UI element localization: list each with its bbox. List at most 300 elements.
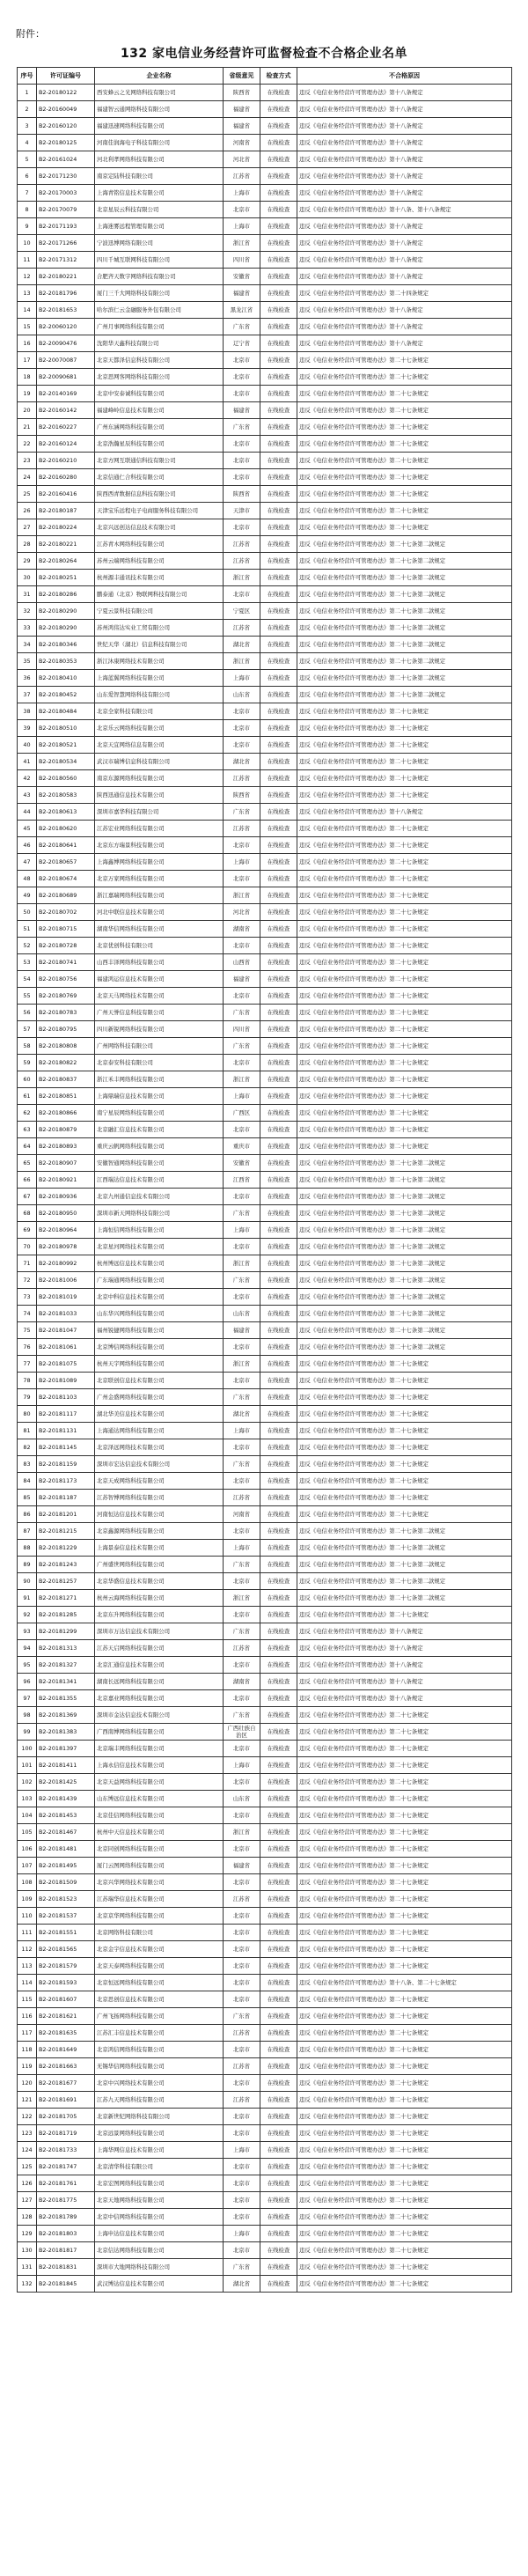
license-number: B2-20181075 <box>37 1356 95 1373</box>
province: 北京市 <box>224 871 260 887</box>
company-name: 北京天泰网络科技有限公司 <box>95 1958 224 1975</box>
province: 广东省 <box>224 1272 260 1289</box>
province: 江苏省 <box>224 1490 260 1506</box>
row-index: 92 <box>18 1607 37 1623</box>
province: 北京市 <box>224 837 260 854</box>
company-name: 广州天誉信息科技有限公司 <box>95 1005 224 1021</box>
license-number: B2-20170003 <box>37 185 95 202</box>
province: 北京市 <box>224 1807 260 1824</box>
failure-reason: 违反《电信业务经营许可管理办法》第二十七条第二款规定 <box>297 1557 512 1573</box>
company-name: 上海恒信网络科技有限公司 <box>95 1222 224 1239</box>
company-name: 北京宏图网络科技有限公司 <box>95 2175 224 2192</box>
inspection-method: 在线检查 <box>260 2259 297 2276</box>
failure-reason: 违反《电信业务经营许可管理办法》第二十七条规定 <box>297 453 512 469</box>
province: 北京市 <box>224 1523 260 1540</box>
province: 浙江省 <box>224 887 260 904</box>
inspection-method: 在线检查 <box>260 1406 297 1423</box>
province: 北京市 <box>224 2192 260 2209</box>
company-name: 广州盛世网络科技有限公司 <box>95 1557 224 1573</box>
row-index: 105 <box>18 1824 37 1841</box>
province: 北京市 <box>224 737 260 754</box>
company-name: 北京佳信网络科技有限公司 <box>95 1807 224 1824</box>
inspection-method: 在线检查 <box>260 352 297 369</box>
company-name: 北京网络科技有限公司 <box>95 1925 224 1941</box>
license-number: B2-20180224 <box>37 519 95 536</box>
row-index: 22 <box>18 436 37 453</box>
failure-reason: 违反《电信业务经营许可管理办法》第二十七条规定 <box>297 1456 512 1473</box>
row-index: 127 <box>18 2192 37 2209</box>
row-index: 130 <box>18 2242 37 2259</box>
license-number: B2-20160142 <box>37 402 95 419</box>
license-number: B2-20181089 <box>37 1373 95 1389</box>
failure-reason: 违反《电信业务经营许可管理办法》第二十七条规定 <box>297 1858 512 1874</box>
province: 湖北省 <box>224 637 260 653</box>
license-number: B2-20180674 <box>37 871 95 887</box>
table-row <box>18 436 512 453</box>
province: 北京市 <box>224 1055 260 1071</box>
company-name: 江苏青木网络科技有限公司 <box>95 536 224 553</box>
company-name: 无锡华信网络科技有限公司 <box>95 2058 224 2075</box>
province: 上海市 <box>224 185 260 202</box>
inspection-method: 在线检查 <box>260 1038 297 1055</box>
company-name: 山东华兴网络科技有限公司 <box>95 1306 224 1322</box>
table-row <box>18 1858 512 1874</box>
row-index: 13 <box>18 285 37 302</box>
province: 陕西省 <box>224 486 260 503</box>
company-name: 北京兴远创达信息技术有限公司 <box>95 519 224 536</box>
license-number: B2-20181383 <box>37 1724 95 1741</box>
failure-reason: 违反《电信业务经营许可管理办法》第二十七条规定 <box>297 971 512 988</box>
province: 北京市 <box>224 2075 260 2092</box>
row-index: 86 <box>18 1506 37 1523</box>
company-name: 北京泰安科技有限公司 <box>95 1055 224 1071</box>
license-number: B2-20180484 <box>37 703 95 720</box>
province: 江苏省 <box>224 2058 260 2075</box>
row-index: 68 <box>18 1205 37 1222</box>
failure-reason: 违反《电信业务经营许可管理办法》第二十七条规定 <box>297 1807 512 1824</box>
province: 浙江省 <box>224 570 260 586</box>
row-index: 57 <box>18 1021 37 1038</box>
failure-reason: 违反《电信业务经营许可管理办法》第十八条规定 <box>297 319 512 335</box>
inspection-method: 在线检查 <box>260 871 297 887</box>
row-index: 26 <box>18 503 37 519</box>
row-index: 41 <box>18 754 37 770</box>
table-row <box>18 1272 512 1289</box>
province: 江苏省 <box>224 2092 260 2109</box>
failure-reason: 违反《电信业务经营许可管理办法》第二十七条规定 <box>297 1724 512 1741</box>
inspection-method: 在线检查 <box>260 787 297 804</box>
inspection-method: 在线检查 <box>260 101 297 118</box>
province: 辽宁省 <box>224 335 260 352</box>
inspection-method: 在线检查 <box>260 1339 297 1356</box>
row-index: 32 <box>18 603 37 620</box>
inspection-method: 在线检查 <box>260 269 297 285</box>
company-name: 宁夏云景科技有限公司 <box>95 603 224 620</box>
inspection-method: 在线检查 <box>260 1155 297 1172</box>
failure-reason: 违反《电信业务经营许可管理办法》第二十七条规定 <box>297 419 512 436</box>
failure-reason: 违反《电信业务经营许可管理办法》第二十七条规定 <box>297 1891 512 1908</box>
row-index: 9 <box>18 218 37 235</box>
row-index: 94 <box>18 1640 37 1657</box>
row-index: 95 <box>18 1657 37 1674</box>
company-name: 北京清华科技有限公司 <box>95 2159 224 2175</box>
failure-reason: 违反《电信业务经营许可管理办法》第二十七条规定 <box>297 2276 512 2293</box>
company-name: 杭州天宇网络科技有限公司 <box>95 1356 224 1373</box>
table-row <box>18 1005 512 1021</box>
row-index: 35 <box>18 653 37 670</box>
province: 上海市 <box>224 670 260 687</box>
license-number: B2-20070087 <box>37 352 95 369</box>
province: 福建省 <box>224 118 260 135</box>
failure-reason: 违反《电信业务经营许可管理办法》第二十七条规定 <box>297 887 512 904</box>
province: 广东省 <box>224 1456 260 1473</box>
province: 北京市 <box>224 519 260 536</box>
inspection-method: 在线检查 <box>260 904 297 921</box>
inspection-method: 在线检查 <box>260 2109 297 2125</box>
inspection-method: 在线检查 <box>260 1055 297 1071</box>
license-number: B2-20180122 <box>37 85 95 101</box>
province: 上海市 <box>224 854 260 871</box>
inspection-method: 在线检查 <box>260 1858 297 1874</box>
province: 山东省 <box>224 687 260 703</box>
license-number: B2-20180187 <box>37 503 95 519</box>
table-row <box>18 804 512 821</box>
table-row <box>18 1439 512 1456</box>
inspection-method: 在线检查 <box>260 1941 297 1958</box>
province: 广东省 <box>224 319 260 335</box>
inspection-method: 在线检查 <box>260 1824 297 1841</box>
company-name: 合肥齐天数字网络科技有限公司 <box>95 269 224 285</box>
failure-reason: 违反《电信业务经营许可管理办法》第二十七条规定 <box>297 1841 512 1858</box>
company-name: 江苏汇丰信息技术有限公司 <box>95 2025 224 2042</box>
table-row <box>18 419 512 436</box>
license-number: B2-20181551 <box>37 1925 95 1941</box>
row-index: 75 <box>18 1322 37 1339</box>
company-name: 北京东方瑞景科技有限公司 <box>95 837 224 854</box>
inspection-method: 在线检查 <box>260 1690 297 1707</box>
row-index: 93 <box>18 1623 37 1640</box>
license-number: B2-20180583 <box>37 787 95 804</box>
table-row <box>18 737 512 754</box>
row-index: 85 <box>18 1490 37 1506</box>
license-number: B2-20181285 <box>37 1607 95 1623</box>
table-row <box>18 2092 512 2109</box>
license-number: B2-20180795 <box>37 1021 95 1038</box>
row-index: 53 <box>18 954 37 971</box>
province: 北京市 <box>224 1439 260 1456</box>
province: 北京市 <box>224 1473 260 1490</box>
company-name: 北京京华网络科技有限公司 <box>95 1908 224 1925</box>
province: 上海市 <box>224 2142 260 2159</box>
company-name: 北京万家网络科技有限公司 <box>95 871 224 887</box>
license-number: B2-20180620 <box>37 821 95 837</box>
failure-reason: 违反《电信业务经营许可管理办法》第二十七条规定 <box>297 2159 512 2175</box>
table-row <box>18 2226 512 2242</box>
inspection-method: 在线检查 <box>260 1021 297 1038</box>
table-row <box>18 1105 512 1122</box>
table-row <box>18 151 512 168</box>
failure-reason: 违反《电信业务经营许可管理办法》第二十七条规定 <box>297 821 512 837</box>
table-row <box>18 1690 512 1707</box>
company-name: 江苏九天网络科技有限公司 <box>95 2092 224 2109</box>
failure-reason: 违反《电信业务经营许可管理办法》第二十七条规定 <box>297 854 512 871</box>
table-row <box>18 218 512 235</box>
province: 浙江省 <box>224 653 260 670</box>
failure-reason: 违反《电信业务经营许可管理办法》第二十七条第二款规定 <box>297 1272 512 1289</box>
failure-reason: 违反《电信业务经营许可管理办法》第二十七条规定 <box>297 402 512 419</box>
license-number: B2-20181761 <box>37 2175 95 2192</box>
license-number: B2-20180657 <box>37 854 95 871</box>
license-number: B2-20180879 <box>37 1122 95 1138</box>
failure-reason: 违反《电信业务经营许可管理办法》第二十七条规定 <box>297 2226 512 2242</box>
row-index: 56 <box>18 1005 37 1021</box>
table-row <box>18 1874 512 1891</box>
company-name: 广州金盛网络科技有限公司 <box>95 1389 224 1406</box>
license-number: B2-20180560 <box>37 770 95 787</box>
company-name: 北京天地网络科技有限公司 <box>95 2192 224 2209</box>
table-row <box>18 854 512 871</box>
failure-reason: 违反《电信业务经营许可管理办法》第十八条规定 <box>297 168 512 185</box>
row-index: 90 <box>18 1573 37 1590</box>
province: 福建省 <box>224 971 260 988</box>
inspection-method: 在线检查 <box>260 135 297 151</box>
province: 北京市 <box>224 1941 260 1958</box>
table-row <box>18 871 512 887</box>
company-name: 广州网络科技有限公司 <box>95 1038 224 1055</box>
license-number: B2-20180950 <box>37 1205 95 1222</box>
province: 湖南省 <box>224 1674 260 1690</box>
inspection-method: 在线检查 <box>260 85 297 101</box>
table-row <box>18 1071 512 1088</box>
company-name: 山东博远信息技术有限公司 <box>95 1791 224 1807</box>
license-number: B2-20171312 <box>37 252 95 269</box>
company-name: 北京嘉业网络科技有限公司 <box>95 1690 224 1707</box>
table-row <box>18 1573 512 1590</box>
company-name: 北京思创信息技术有限公司 <box>95 1991 224 2008</box>
province: 北京市 <box>224 352 260 369</box>
province: 北京市 <box>224 436 260 453</box>
failure-reason: 违反《电信业务经营许可管理办法》第十八条规定 <box>297 135 512 151</box>
failure-reason: 违反《电信业务经营许可管理办法》第十八条规定 <box>297 252 512 269</box>
failure-reason: 违反《电信业务经营许可管理办法》第二十七条规定 <box>297 386 512 402</box>
company-name: 上海鼎瑞信息技术有限公司 <box>95 1088 224 1105</box>
table-row <box>18 352 512 369</box>
license-number: B2-20180728 <box>37 938 95 954</box>
province: 北京市 <box>224 586 260 603</box>
province: 上海市 <box>224 1222 260 1239</box>
license-number: B2-20180290 <box>37 620 95 637</box>
inspection-method: 在线检查 <box>260 1958 297 1975</box>
failure-reason: 违反《电信业务经营许可管理办法》第二十七条规定 <box>297 2058 512 2075</box>
province: 江苏省 <box>224 553 260 570</box>
failure-reason: 违反《电信业务经营许可管理办法》第十八条规定 <box>297 804 512 821</box>
license-number: B2-20180290 <box>37 603 95 620</box>
table-row <box>18 1757 512 1774</box>
table-row <box>18 486 512 503</box>
inspection-method: 在线检查 <box>260 720 297 737</box>
failure-reason: 违反《电信业务经营许可管理办法》第二十七条规定 <box>297 1439 512 1456</box>
company-name: 北京信通仁合科技有限公司 <box>95 469 224 486</box>
license-number: B2-20180837 <box>37 1071 95 1088</box>
table-row <box>18 469 512 486</box>
row-index: 125 <box>18 2159 37 2175</box>
inspection-method: 在线检查 <box>260 854 297 871</box>
failure-reason: 违反《电信业务经营许可管理办法》第十八条规定 <box>297 151 512 168</box>
failure-reason: 违反《电信业务经营许可管理办法》第二十七条规定 <box>297 519 512 536</box>
row-index: 62 <box>18 1105 37 1122</box>
license-number: B2-20181621 <box>37 2008 95 2025</box>
table-row <box>18 1724 512 1741</box>
province: 北京市 <box>224 2175 260 2192</box>
company-name: 河南恒达信息技术有限公司 <box>95 1506 224 1523</box>
license-number: B2-20160416 <box>37 486 95 503</box>
table-row <box>18 503 512 519</box>
license-number: B2-20181803 <box>37 2226 95 2242</box>
row-index: 77 <box>18 1356 37 1373</box>
license-number: B2-20171266 <box>37 235 95 252</box>
failure-reason: 违反《电信业务经营许可管理办法》第二十七条规定 <box>297 2242 512 2259</box>
company-name: 深圳市万达信息技术有限公司 <box>95 1623 224 1640</box>
company-name: 深圳市嘉华科技有限公司 <box>95 804 224 821</box>
row-index: 82 <box>18 1439 37 1456</box>
failure-reason: 违反《电信业务经营许可管理办法》第十八条规定 <box>297 85 512 101</box>
row-index: 3 <box>18 118 37 135</box>
row-index: 112 <box>18 1941 37 1958</box>
province: 黑龙江省 <box>224 302 260 319</box>
license-number: B2-20171230 <box>37 168 95 185</box>
table-row <box>18 1423 512 1439</box>
row-index: 19 <box>18 386 37 402</box>
province: 江苏省 <box>224 821 260 837</box>
company-name: 深圳市金达信息技术有限公司 <box>95 1707 224 1724</box>
failure-reason: 违反《电信业务经营许可管理办法》第二十七条规定 <box>297 1055 512 1071</box>
inspection-method: 在线检查 <box>260 770 297 787</box>
row-index: 79 <box>18 1389 37 1406</box>
row-index: 27 <box>18 519 37 536</box>
company-name: 上海蓝翼网络科技有限公司 <box>95 670 224 687</box>
company-name: 上海永信信息技术有限公司 <box>95 1757 224 1774</box>
failure-reason: 违反《电信业务经营许可管理办法》第二十七条规定 <box>297 1088 512 1105</box>
row-index: 7 <box>18 185 37 202</box>
license-number: B2-20181103 <box>37 1389 95 1406</box>
failure-reason: 违反《电信业务经营许可管理办法》第二十七条第二款规定 <box>297 637 512 653</box>
province: 陕西省 <box>224 787 260 804</box>
table-row <box>18 1707 512 1724</box>
failure-reason: 违反《电信业务经营许可管理办法》第二十七条规定 <box>297 1038 512 1055</box>
license-number: B2-20181817 <box>37 2242 95 2259</box>
license-number: B2-20090476 <box>37 335 95 352</box>
province: 河北省 <box>224 151 260 168</box>
failure-reason: 违反《电信业务经营许可管理办法》第二十七条第二款规定 <box>297 670 512 687</box>
table-row <box>18 85 512 101</box>
province: 福建省 <box>224 285 260 302</box>
inspection-method: 在线检查 <box>260 319 297 335</box>
license-number: B2-20181523 <box>37 1891 95 1908</box>
failure-reason: 违反《电信业务经营许可管理办法》第二十七条第二款规定 <box>297 1322 512 1339</box>
license-number: B2-20181033 <box>37 1306 95 1322</box>
province: 浙江省 <box>224 1356 260 1373</box>
company-name: 北京中兴网络技术有限公司 <box>95 2075 224 2092</box>
table-row <box>18 720 512 737</box>
company-name: 北京中信网络科技有限公司 <box>95 2209 224 2226</box>
row-index: 38 <box>18 703 37 720</box>
company-name: 河南佳润海电子科技有限公司 <box>95 135 224 151</box>
province: 北京市 <box>224 1289 260 1306</box>
inspection-method: 在线检查 <box>260 1473 297 1490</box>
row-index: 52 <box>18 938 37 954</box>
table-row <box>18 1306 512 1322</box>
license-number: B2-20180769 <box>37 988 95 1005</box>
license-number: B2-20181243 <box>37 1557 95 1573</box>
failure-reason: 违反《电信业务经营许可管理办法》第二十七条规定 <box>297 1757 512 1774</box>
failure-reason: 违反《电信业务经营许可管理办法》第二十七条规定 <box>297 2075 512 2092</box>
failure-reason: 违反《电信业务经营许可管理办法》第二十七条规定 <box>297 787 512 804</box>
row-index: 83 <box>18 1456 37 1473</box>
inspection-method: 在线检查 <box>260 1272 297 1289</box>
failure-reason: 违反《电信业务经营许可管理办法》第二十七条规定 <box>297 1005 512 1021</box>
inspection-method: 在线检查 <box>260 1389 297 1406</box>
inspection-method: 在线检查 <box>260 1640 297 1657</box>
failure-reason: 违反《电信业务经营许可管理办法》第二十七条规定 <box>297 1389 512 1406</box>
table-row <box>18 703 512 720</box>
row-index: 124 <box>18 2142 37 2159</box>
inspection-method: 在线检查 <box>260 670 297 687</box>
failure-reason: 违反《电信业务经营许可管理办法》第二十七条规定 <box>297 1406 512 1423</box>
inspection-method: 在线检查 <box>260 1523 297 1540</box>
table-row <box>18 101 512 118</box>
license-number: B2-20181831 <box>37 2259 95 2276</box>
license-number: B2-20180936 <box>37 1189 95 1205</box>
row-index: 114 <box>18 1975 37 1991</box>
failure-reason: 违反《电信业务经营许可管理办法》第二十七条第二款规定 <box>297 1222 512 1239</box>
table-row <box>18 1657 512 1674</box>
row-index: 123 <box>18 2125 37 2142</box>
inspection-method: 在线检查 <box>260 1088 297 1105</box>
row-index: 115 <box>18 1991 37 2008</box>
company-name: 江苏智博网络科技有限公司 <box>95 1490 224 1506</box>
inspection-method: 在线检查 <box>260 202 297 218</box>
failure-reason: 违反《电信业务经营许可管理办法》第二十七条规定 <box>297 1991 512 2008</box>
license-number: B2-20180410 <box>37 670 95 687</box>
row-index: 99 <box>18 1724 37 1741</box>
row-index: 128 <box>18 2209 37 2226</box>
province: 北京市 <box>224 1122 260 1138</box>
table-row <box>18 938 512 954</box>
province: 北京市 <box>224 1741 260 1757</box>
table-row <box>18 1373 512 1389</box>
inspection-method: 在线检查 <box>260 971 297 988</box>
failure-reason: 违反《电信业务经营许可管理办法》第二十七条第二款规定 <box>297 570 512 586</box>
company-name: 四川千城互联网科技有限公司 <box>95 252 224 269</box>
inspection-method: 在线检查 <box>260 1373 297 1389</box>
license-number: B2-20181047 <box>37 1322 95 1339</box>
table-row <box>18 770 512 787</box>
company-name: 广西南博网络科技有限公司 <box>95 1724 224 1741</box>
inspection-method: 在线检查 <box>260 1573 297 1590</box>
province: 山西省 <box>224 954 260 971</box>
province: 重庆市 <box>224 1138 260 1155</box>
province: 浙江省 <box>224 1071 260 1088</box>
license-number: B2-20180125 <box>37 135 95 151</box>
document-title: 132 家电信业务经营许可监督检查不合格企业名单 <box>120 47 408 61</box>
header-license-number: 许可证编号 <box>37 68 95 85</box>
failure-reason: 违反《电信业务经营许可管理办法》第二十七条规定 <box>297 921 512 938</box>
company-name: 北京泽远网络技术有限公司 <box>95 1439 224 1456</box>
table-row <box>18 2209 512 2226</box>
company-name: 湖南华信网络科技有限公司 <box>95 921 224 938</box>
province: 广东省 <box>224 419 260 436</box>
failure-reason: 违反《电信业务经营许可管理办法》第十八条规定 <box>297 185 512 202</box>
